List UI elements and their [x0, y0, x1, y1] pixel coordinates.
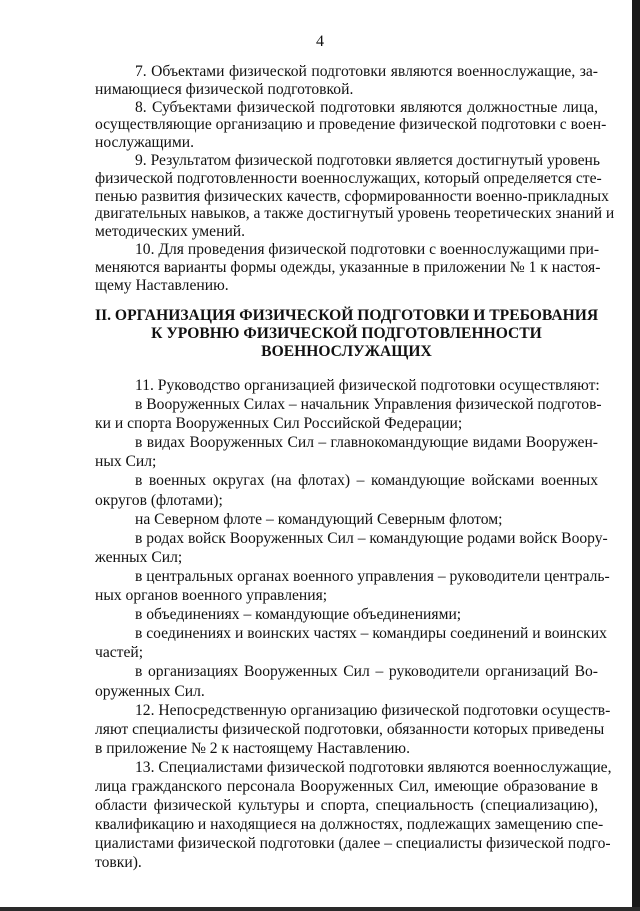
section-heading — [95, 307, 598, 361]
text-line: области физической культуры и спорта, специальность (специализацию), — [95, 797, 598, 815]
text-line: в видах Вооруженных Сил – главнокомандующие видами Вооружен- — [135, 434, 598, 452]
text-line: лица гражданского персонала Вооруженных Сил, имеющие образование в — [95, 777, 598, 795]
paragraph — [95, 376, 598, 395]
text-line: 7. Объектами физической подготовки являются военнослужащие, за- — [135, 63, 598, 80]
text-line: в родах войск Вооруженных Сил – командующие родами войск Воору- — [135, 529, 608, 547]
text-line: нимающиеся физической подготовкой. — [95, 80, 354, 98]
text-line: в соединениях и воинских частях – командиры соединений и воинских — [135, 625, 607, 643]
paragraph — [95, 433, 598, 471]
text-line: частей; — [95, 644, 144, 662]
paragraph — [95, 98, 607, 152]
text-line: осуществляющие организацию и проведение физической подготовки с воен- — [95, 116, 607, 134]
text-line: циалистами физической подготовки (далее – специалисты физической подго- — [95, 835, 611, 853]
text-line: в приложение № 2 к настоящему Наставлению. — [95, 739, 410, 757]
text-line: на Северном флоте – командующий Северным флотом; — [135, 510, 503, 528]
paragraph — [95, 758, 612, 873]
text-line: ки и спорта Вооруженных Сил Российской Федерации; — [95, 415, 463, 433]
scan-edge-right — [632, 0, 640, 911]
text-line: ных Сил; — [95, 453, 157, 471]
paragraph — [95, 529, 608, 567]
text-line: 12. Непосредственную организацию физической подготовки осуществ- — [135, 701, 611, 719]
text-line: в организациях Вооруженных Сил – руководители организаций Во- — [135, 663, 598, 681]
text-line: 10. Для проведения физической подготовки с военнослужащими при- — [135, 240, 600, 258]
text-line: квалификацию и находящиеся на должностях, подлежащих замещению спе- — [95, 816, 604, 834]
text-line: 11. Руководство организацией физической подготовки осуществляют: — [135, 377, 600, 394]
text-line: пенью развития физических качеств, сформированности военно-прикладных — [95, 187, 609, 205]
text-line: двигательных навыков, а также достигнутый уровень теоретических знаний и — [95, 205, 615, 223]
text-line: в центральных органах военного управления – руководители централь- — [135, 567, 610, 585]
scan-edge-bottom — [0, 907, 640, 911]
paragraph — [95, 624, 607, 662]
text-line: в военных округах (на флотах) – командующие войсками военных — [135, 472, 598, 490]
text-line: женных Сил; — [95, 548, 183, 566]
paragraph — [95, 567, 610, 605]
text-line: ных органов военного управления; — [95, 587, 328, 605]
text-line: округов (флотами); — [95, 491, 223, 509]
text-line: методических умений. — [95, 223, 246, 241]
page-number: 4 — [316, 33, 324, 50]
text-line: щему Наставлению. — [95, 276, 229, 294]
paragraph — [95, 471, 598, 509]
lower-paragraphs — [95, 376, 612, 872]
text-line: 13. Специалистами физической подготовки являются военнослужащие, — [135, 758, 612, 776]
paragraph — [95, 701, 611, 758]
text-line: оруженных Сил. — [95, 682, 205, 700]
paragraph — [95, 151, 615, 241]
text-line: товки). — [95, 854, 142, 872]
text-line: 8. Субъектами физической подготовки являются должностные лица, — [135, 98, 598, 116]
paragraph — [95, 240, 601, 294]
paragraph — [95, 510, 598, 529]
paragraph — [95, 605, 598, 624]
text-line: в Вооруженных Силах – начальник Управления физической подготов- — [135, 396, 602, 414]
paragraph — [95, 395, 602, 433]
text-line: меняются варианты формы одежды, указанные в приложении № 1 к настоя- — [95, 258, 601, 276]
text-line: в объединениях – командующие объединениями; — [135, 606, 462, 624]
section-heading-line: ВОЕННОСЛУЖАЩИХ — [261, 343, 432, 360]
paragraph — [95, 63, 598, 99]
text-line: ляют специалисты физической подготовки, обязанности которых приведены — [95, 720, 605, 738]
paragraph — [95, 662, 598, 700]
section-heading-line: К УРОВНЮ ФИЗИЧЕСКОЙ ПОДГОТОВЛЕННОСТИ — [151, 325, 542, 342]
text-line: 9. Результатом физической подготовки является достигнутый уровень — [135, 151, 600, 169]
text-line: нослужащими. — [95, 134, 194, 152]
upper-paragraphs — [95, 63, 615, 294]
text-line: физической подготовленности военнослужащих, который определяется сте- — [95, 169, 602, 187]
section-heading-line: II. ОРГАНИЗАЦИЯ ФИЗИЧЕСКОЙ ПОДГОТОВКИ И ТРЕБОВАНИЯ — [95, 307, 599, 324]
